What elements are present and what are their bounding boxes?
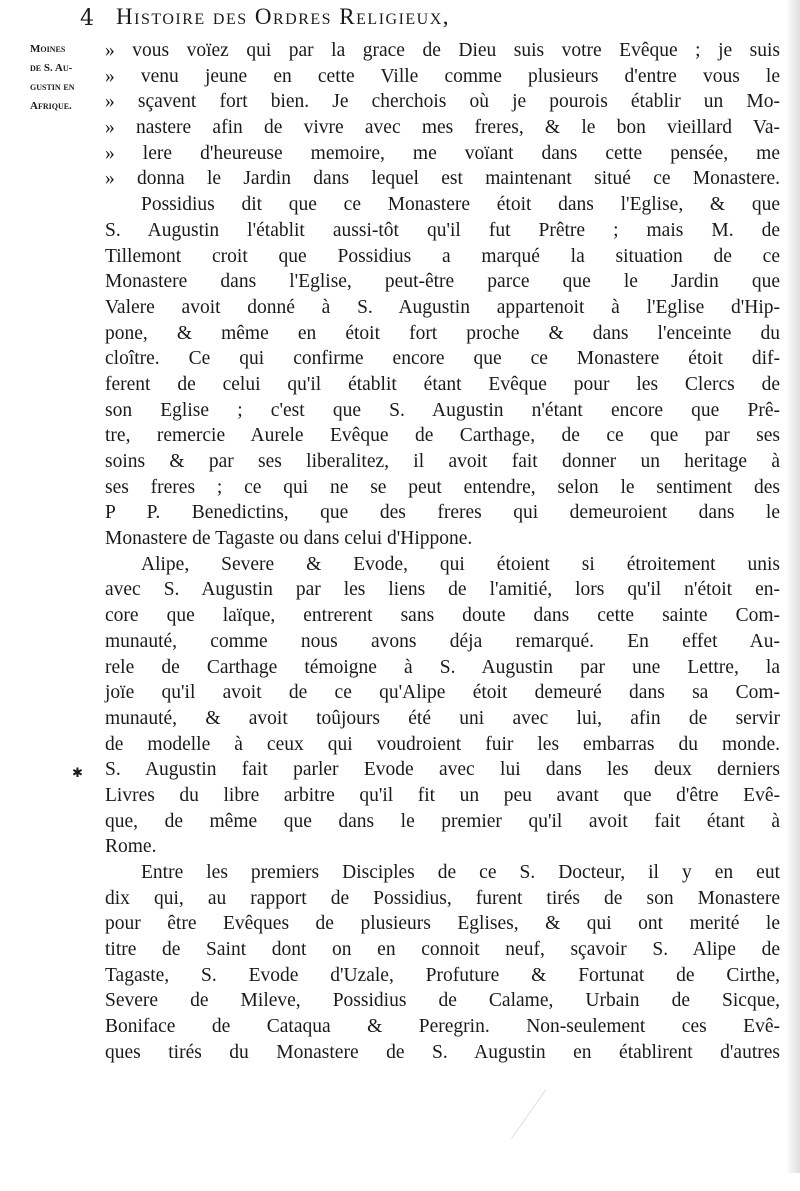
text-line: Monastere de Tagaste ou dans celui d'Hippone. <box>105 528 473 550</box>
margin-note-line: Moines <box>30 43 66 55</box>
text-line: ferent de celui qu'il établit étant Evêque pour les Clercs de <box>105 373 780 395</box>
text-line: Valere avoit donné à S. Augustin appartenoit à l'Eglise d'Hip- <box>105 296 780 318</box>
text-line: Livres du libre arbitre qu'il fit un peu avant que d'être Evê- <box>105 784 780 806</box>
text-line: munauté, & avoit toûjours été uni avec lui, afin de servir <box>105 707 780 729</box>
text-line: joïe qu'il avoit de ce qu'Alipe étoit demeuré dans sa Com- <box>105 682 780 704</box>
text-line: Tagaste, S. Evode d'Uzale, Profuture & Fortunat de Cirthe, <box>105 964 780 986</box>
text-line: pour être Evêques de plusieurs Eglises, & qui ont merité le <box>105 913 780 935</box>
text-line: Entre les premiers Disciples de ce S. Docteur, il y en eut <box>141 862 780 883</box>
text-line: Tillemont croit que Possidius a marqué la situation de ce <box>105 245 780 267</box>
text-line: Severe de Mileve, Possidius de Calame, Urbain de Sicque, <box>105 990 780 1012</box>
text-line: core que laïque, entrerent sans doute dans cette sainte Com- <box>105 605 780 627</box>
text-line: tre, remercie Aurele Evêque de Carthage, de ce que par ses <box>105 425 780 447</box>
margin-note <box>30 40 102 116</box>
text-line: » lere d'heureuse memoire, me voïant dans cette pensée, me <box>105 141 780 167</box>
running-title: Histoire des Ordres Religieux, <box>116 4 451 29</box>
text-line: munauté, comme nous avons déja remarqué. En effet Au- <box>105 630 780 652</box>
text-line: S. Augustin fait parler Evode avec lui dans les deux derniers <box>105 759 780 781</box>
margin-note-line: de S. Au- <box>30 62 73 74</box>
body-text <box>105 38 780 1066</box>
margin-note-line: Afrique. <box>30 100 72 112</box>
text-line: S. Augustin l'établit aussi-tôt qu'il fut Prêtre ; mais M. de <box>105 219 780 241</box>
text-line: son Eglise ; c'est que S. Augustin n'étant encore que Prê- <box>105 399 780 421</box>
paper-crease <box>511 1089 620 1190</box>
text-line: ques tirés du Monastere de S. Augustin en établirent d'autres <box>105 1041 780 1063</box>
text-line: » vous voïez qui par la grace de Dieu suis votre Evêque ; je suis <box>105 38 780 64</box>
text-line: P P. Benedictins, que des freres qui demeuroient dans le <box>105 502 780 524</box>
page-number: 4 <box>80 6 94 31</box>
text-line: cloître. Ce qui confirme encore que ce Monastere étoit dif- <box>105 348 780 370</box>
page-edge-shadow <box>786 0 800 1173</box>
text-line: soins & par ses liberalitez, il avoit fait donner un heritage à <box>105 451 780 472</box>
text-line: ses freres ; ce qui ne se peut entendre, selon le sentiment des <box>105 476 780 498</box>
text-line: titre de Saint dont on en connoit neuf, sçavoir S. Alipe de <box>105 939 780 961</box>
text-line: Monastere dans l'Eglise, peut-être parce que le Jardin que <box>105 271 780 293</box>
text-line: » nastere afin de vivre avec mes freres, & le bon vieillard Va- <box>105 115 780 141</box>
text-line: » donna le Jardin dans lequel est maintenant situé ce Monastere. <box>105 166 780 192</box>
printer-mark: ✱ <box>72 766 83 781</box>
text-line: dix qui, au rapport de Possidius, furent tirés de son Monastere <box>105 887 780 909</box>
text-line: avec S. Augustin par les liens de l'amitié, lors qu'il n'étoit en- <box>105 579 780 601</box>
text-line: » sçavent fort bien. Je cherchois où je pourois établir un Mo- <box>105 89 780 115</box>
text-line: rele de Carthage témoigne à S. Augustin par une Lettre, la <box>105 656 780 678</box>
text-line: que, de même que dans le premier qu'il avoit fait étant à <box>105 810 780 832</box>
text-line: pone, & même en étoit fort proche & dans l'enceinte du <box>105 322 780 344</box>
running-head <box>80 4 780 34</box>
text-line: Possidius dit que ce Monastere étoit dans l'Eglise, & que <box>141 194 780 216</box>
margin-note-line: gustin en <box>30 81 75 93</box>
text-line: Boniface de Cataqua & Peregrin. Non-seulement ces Evê- <box>105 1016 780 1038</box>
text-line: » venu jeune en cette Ville comme plusieurs d'entre vous le <box>105 64 780 90</box>
text-line: Alipe, Severe & Evode, qui étoient si étroitement unis <box>141 553 780 575</box>
text-line: de modelle à ceux qui voudroient fuir les embarras du monde. <box>105 733 780 755</box>
text-line: Rome. <box>105 836 157 858</box>
